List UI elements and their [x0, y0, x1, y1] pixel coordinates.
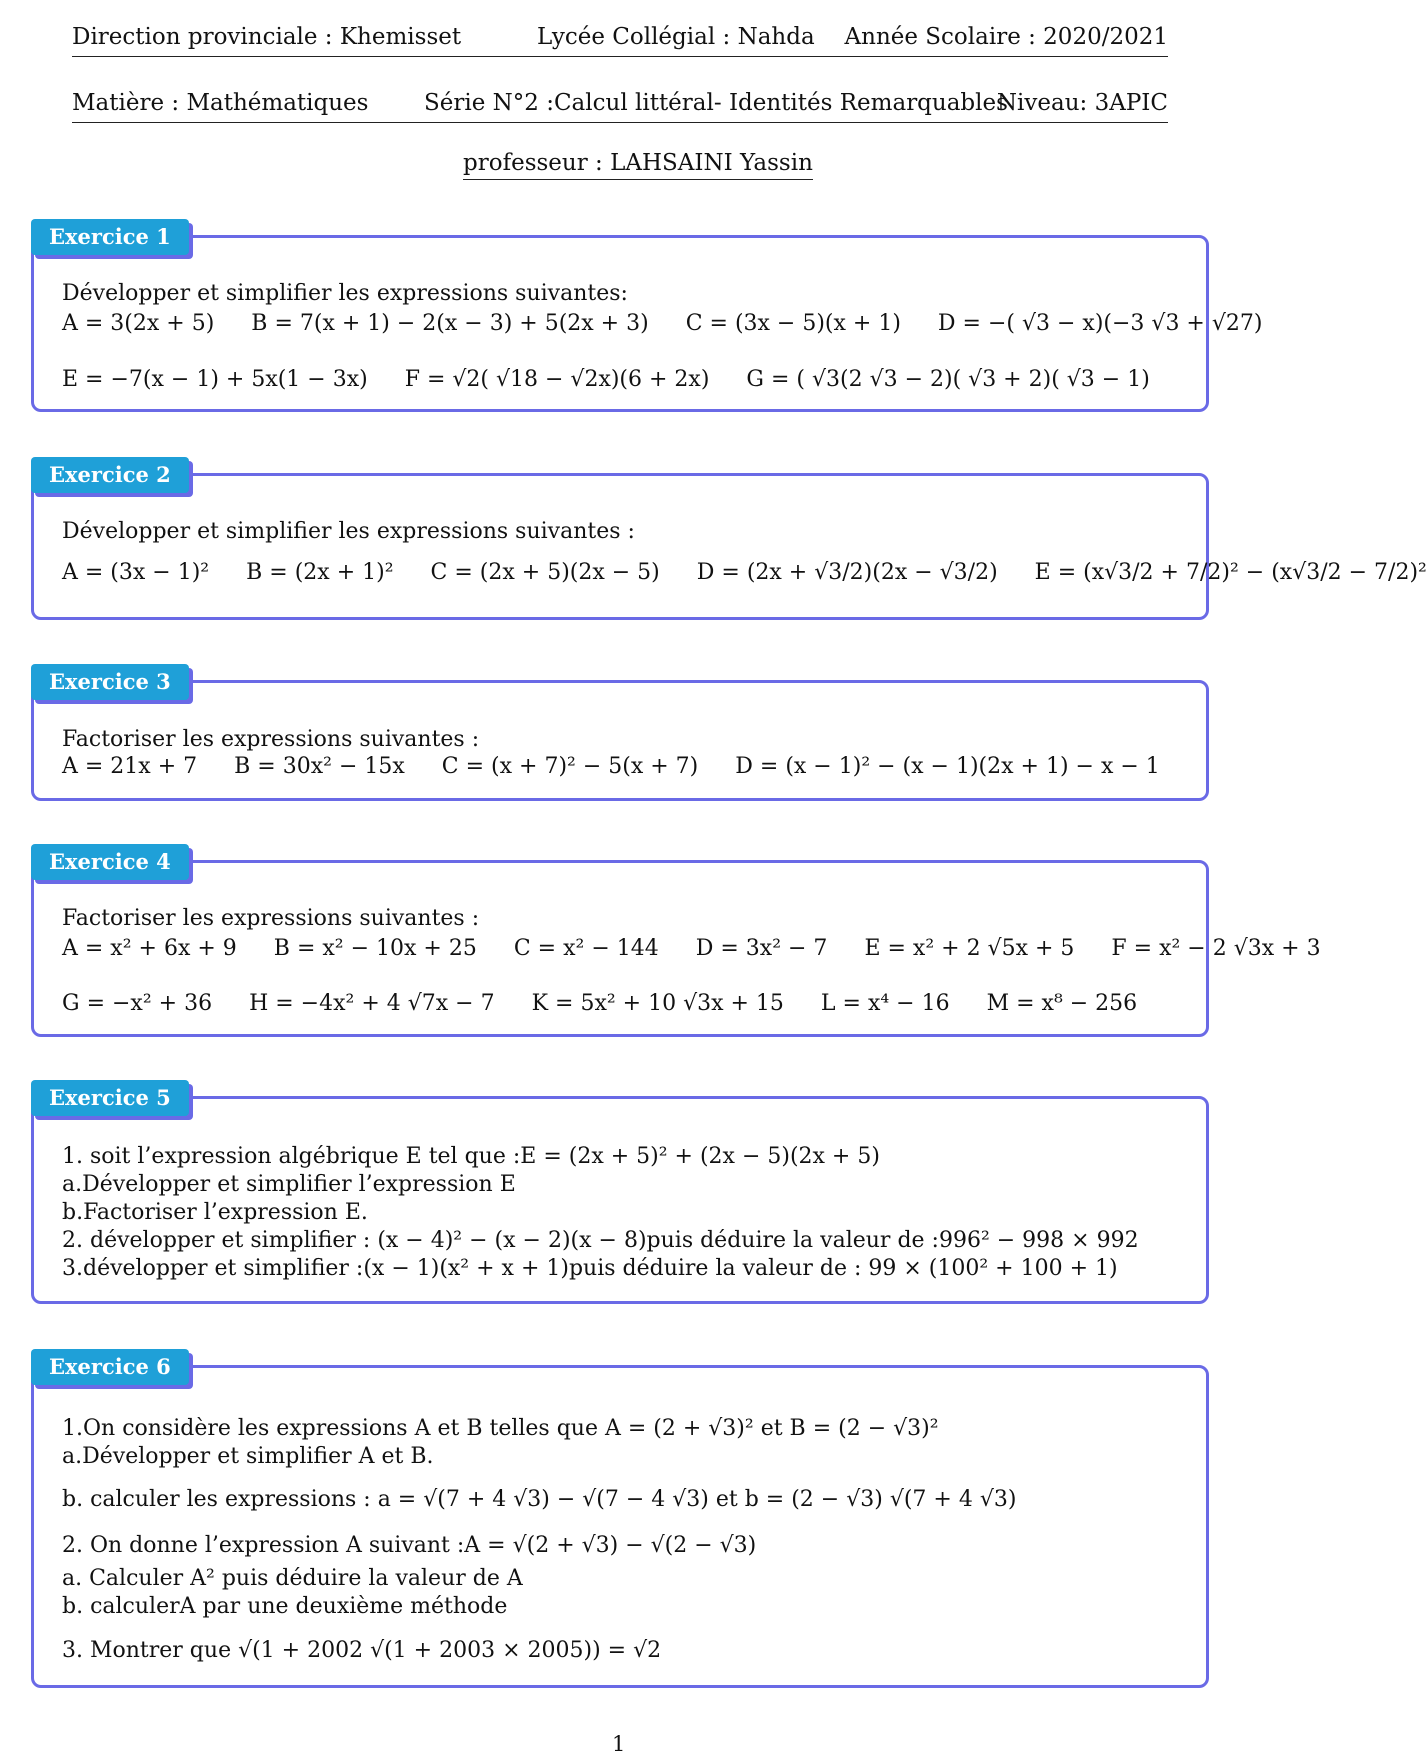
exercise-2-expression-a: A = (3x − 1)² [62, 560, 210, 585]
exercise-1-title: Exercice 1 [31, 219, 189, 255]
exercise-1-expression-g: G = ( √3(2 √3 − 2)( √3 + 2)( √3 − 1) [746, 367, 1150, 392]
exercise-6-line-7: 3. Montrer que √(1 + 2002 √(1 + 2003 × 2005)) = √2 [62, 1638, 662, 1663]
header-row-2 [72, 86, 1168, 123]
exercise-6-title: Exercice 6 [31, 1349, 189, 1385]
exercise-4-expression-h: H = −4x² + 4 √7x − 7 [249, 991, 495, 1016]
exercise-3-title: Exercice 3 [31, 664, 189, 700]
header-subject: Matière : Mathématiques [72, 90, 369, 116]
exercise-4-expression-d: D = 3x² − 7 [695, 936, 828, 961]
exercise-1-expression-e: E = −7(x − 1) + 5x(1 − 3x) [62, 367, 368, 392]
exercise-5-title: Exercice 5 [31, 1080, 189, 1116]
exercise-1-instruction: Développer et simplifier les expressions suivantes: [62, 281, 628, 306]
exercise-2-expression-b: B = (2x + 1)² [246, 560, 394, 585]
exercise-6-line-5: a. Calculer A² puis déduire la valeur de A [62, 1566, 523, 1591]
exercise-2-title: Exercice 2 [31, 457, 189, 493]
teacher-name: professeur : LAHSAINI Yassin [463, 150, 813, 180]
exercise-4-expression-m: M = x⁸ − 256 [986, 991, 1138, 1016]
exercise-3-expression-d: D = (x − 1)² − (x − 1)(2x + 1) − x − 1 [735, 754, 1160, 779]
exercise-1-expression-b: B = 7(x + 1) − 2(x − 3) + 5(2x + 3) [251, 311, 649, 336]
exercise-4-row-2 [62, 991, 1137, 1016]
exercise-4-expression-b: B = x² − 10x + 25 [273, 936, 477, 961]
header-series: Série N°2 :Calcul littéral- Identités Remarquables [424, 90, 1008, 116]
header-direction: Direction provinciale : Khemisset [72, 24, 462, 50]
page-number: 1 [612, 1732, 626, 1756]
exercise-3-row-1 [62, 754, 1160, 779]
exercise-3-expression-c: C = (x + 7)² − 5(x + 7) [441, 754, 699, 779]
exercise-5-line-2: a.Développer et simplifier l’expression E [62, 1172, 516, 1197]
exercise-2-expression-e: E = (x√3/2 + 7/2)² − (x√3/2 − 7/2)² [1034, 560, 1427, 585]
exercise-3-instruction: Factoriser les expressions suivantes : [62, 727, 480, 752]
exercise-2-box [31, 473, 1209, 620]
exercise-4-expression-f: F = x² − 2 √3x + 3 [1111, 936, 1321, 961]
header-year: Année Scolaire : 2020/2021 [844, 24, 1168, 50]
exercise-3-expression-a: A = 21x + 7 [62, 754, 198, 779]
header-row-1 [72, 20, 1168, 57]
exercise-2-expression-c: C = (2x + 5)(2x − 5) [430, 560, 660, 585]
exercise-5-line-5: 3.développer et simplifier :(x − 1)(x² + x + 1)puis déduire la valeur de : 99 × (100² + 100 + 1) [62, 1256, 1118, 1281]
exercise-1-expression-a: A = 3(2x + 5) [62, 311, 215, 336]
exercise-3-expression-b: B = 30x² − 15x [234, 754, 405, 779]
exercise-6-line-1: 1.On considère les expressions A et B telles que A = (2 + √3)² et B = (2 − √3)² [62, 1416, 939, 1441]
exercise-5-line-1: 1. soit l’expression algébrique E tel que :E = (2x + 5)² + (2x − 5)(2x + 5) [62, 1144, 880, 1169]
exercise-5-line-3: b.Factoriser l’expression E. [62, 1200, 368, 1225]
exercise-1-row-1 [62, 311, 1262, 336]
exercise-4-expression-a: A = x² + 6x + 9 [62, 936, 237, 961]
header-level: Niveau: 3APIC [996, 90, 1168, 116]
exercise-2-row-1 [62, 560, 1427, 585]
exercise-4-expression-l: L = x⁴ − 16 [820, 991, 950, 1016]
exercise-4-instruction: Factoriser les expressions suivantes : [62, 906, 480, 931]
header-school: Lycée Collégial : Nahda [537, 24, 815, 50]
exercise-4-expression-g: G = −x² + 36 [62, 991, 213, 1016]
exercise-2-expression-d: D = (2x + √3/2)(2x − √3/2) [696, 560, 998, 585]
exercise-1-expression-f: F = √2( √18 − √2x)(6 + 2x) [404, 367, 710, 392]
exercise-4-expression-c: C = x² − 144 [513, 936, 659, 961]
exercise-1-row-2 [62, 367, 1150, 392]
exercise-5-line-4: 2. développer et simplifier : (x − 4)² − (x − 2)(x − 8)puis déduire la valeur de :996² − 998 × 992 [62, 1228, 1139, 1253]
exercise-6-line-6: b. calculerA par une deuxième méthode [62, 1594, 508, 1619]
exercise-1-expression-c: C = (3x − 5)(x + 1) [685, 311, 901, 336]
exercise-6-line-4: 2. On donne l’expression A suivant :A = √(2 + √3) − √(2 − √3) [62, 1533, 757, 1558]
exercise-6-line-3: b. calculer les expressions : a = √(7 + 4 √3) − √(7 − 4 √3) et b = (2 − √3) √(7 + 4 √3) [62, 1487, 1017, 1512]
exercise-4-expression-k: K = 5x² + 10 √3x + 15 [531, 991, 784, 1016]
exercise-6-line-2: a.Développer et simplifier A et B. [62, 1444, 434, 1469]
exercise-1-expression-d: D = −( √3 − x)(−3 √3 + √27) [937, 311, 1263, 336]
exercise-2-instruction: Développer et simplifier les expressions suivantes : [62, 519, 635, 544]
exercise-4-title: Exercice 4 [31, 844, 189, 880]
exercise-4-expression-e: E = x² + 2 √5x + 5 [864, 936, 1075, 961]
exercise-4-row-1 [62, 936, 1321, 961]
